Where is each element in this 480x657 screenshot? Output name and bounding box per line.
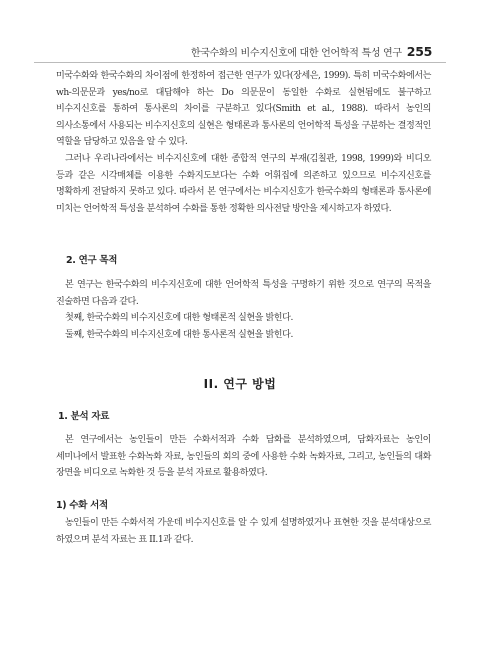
running-title: 한국수화의 비수지신호에 대한 언어학적 특성 연구	[190, 48, 402, 59]
analysis-data-paragraph: 본 연구에서는 농인들이 만든 수화서적과 수화 담화를 분석하였으며, 담화자료는 농인이 세미나에서 발표한 수화녹화 자료, 농인들의 회의 중에 사용한 수화 녹화자료, 그리고, 농인들의 대화 장면을 비디오로 녹화한 것 등을 분석 자료로 활용하였다.	[56, 435, 431, 479]
intro-paragraph-2: 그러나 우리나라에서는 비수지신호에 대한 종합적 연구의 부재(김칠관, 1998, 1999)와 비디오 등과 같은 시각매체를 이용한 수화지도보다는 수화 어휘집에 의존하고 있으므로 비수지신호를 명확하게 전달하지 못하고 있다. 따라서 본 연구에서는 비수지신호가 한국수화의 형태론과 통사론에 미치는 언어학적 특성을 분석하여 수화를 통한 정확한 의사전달 방안을 제시하고자 하였다.	[56, 153, 431, 214]
research-purpose-paragraph: 본 연구는 한국수화의 비수지신호에 대한 언어학적 특성을 구명하기 위한 것으로 연구의 목적을 진술하면 다음과 같다.	[56, 280, 431, 307]
intro-paragraph-1: 미국수화와 한국수화의 차이점에 한정하여 접근한 연구가 있다(장세은, 1999). 특히 미국수화에서는 wh-의문문과 yes/no로 대답해야 하는 Do 의문문이 동일한 수화로 실현됨에도 불구하고 비수지신호를 통하여 통사론의 차이를 구분하고 있다(Smith et al., 1988). 따라서 농인의 의사소통에서 사용되는 비수지신호의 실현은 형태론과 통사론의 언어학적 특성을 구분하는 결정적인 역할을 담당하고 있음을 알 수 있다.	[56, 71, 431, 148]
analysis-data-block	[56, 432, 431, 482]
subsection-heading-sign-books: 1) 수화 서적	[56, 500, 108, 511]
sign-books-block	[56, 515, 431, 548]
chapter-heading-research-method: II. 연구 방법	[203, 377, 277, 391]
sign-books-paragraph: 농인들이 만든 수화서적 가운데 비수지신호를 알 수 있게 설명하였거나 표현한 것을 분석대상으로 하였으며 분석 자료는 표 II.1과 같다.	[56, 518, 431, 545]
page-number: 255	[406, 44, 432, 59]
section-heading-research-purpose: 2. 연구 목적	[66, 255, 118, 266]
intro-block	[56, 68, 431, 217]
section-heading-analysis-data: 1. 분석 자료	[58, 411, 110, 422]
purpose-item-2: 둘째, 한국수화의 비수지신호에 대한 통사론적 실현을 밝힌다.	[65, 329, 293, 340]
research-purpose-block	[56, 277, 431, 343]
purpose-item-1: 첫째, 한국수화의 비수지신호에 대한 형태론적 실현을 밝힌다.	[65, 313, 293, 324]
running-header	[191, 44, 432, 59]
header-rule	[34, 62, 446, 63]
